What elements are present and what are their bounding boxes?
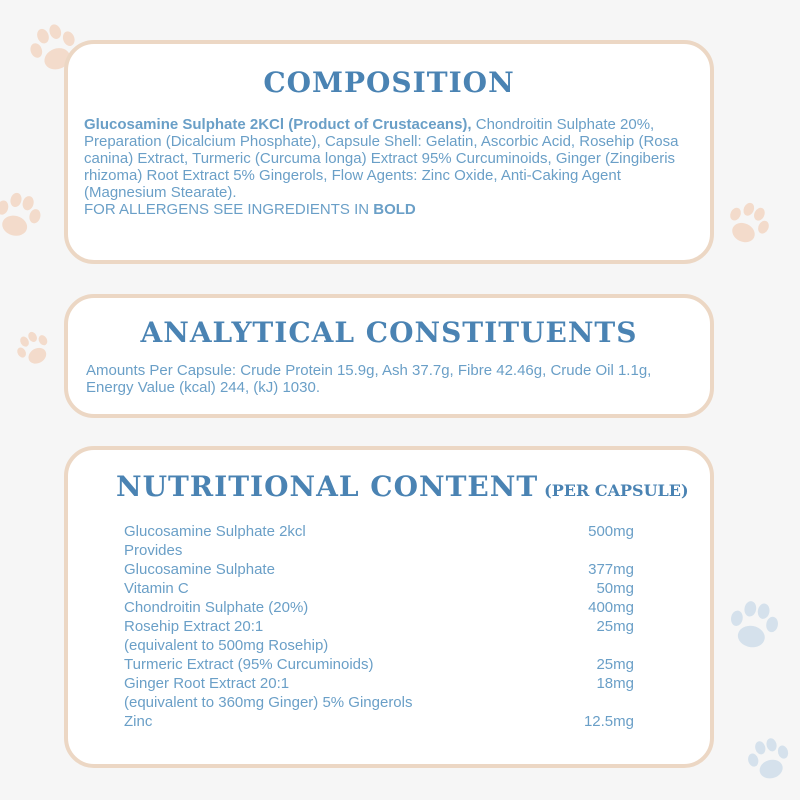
nutrition-row <box>124 693 634 712</box>
composition-text <box>84 116 696 218</box>
composition-bold-lead: Glucosamine Sulphate 2KCl (Product of Crustaceans), <box>84 116 472 133</box>
nutrition-row <box>124 674 634 693</box>
paw-print-icon <box>738 730 799 791</box>
nutrient-name: (equivalent to 360mg Ginger) 5% Gingerols <box>124 694 413 711</box>
paw-print-icon <box>714 192 780 258</box>
nutrient-name: Glucosamine Sulphate <box>124 561 275 578</box>
nutrient-amount: 500mg <box>588 523 634 540</box>
nutrient-amount: 25mg <box>596 656 634 673</box>
nutrient-name: (equivalent to 500mg Rosehip) <box>124 637 329 654</box>
nutritional-content-card <box>64 446 714 768</box>
nutrient-name: Chondroitin Sulphate (20%) <box>124 599 309 616</box>
nutrition-row <box>124 655 634 674</box>
nutrition-subtitle: (PER CAPSULE) <box>544 481 689 500</box>
nutrition-row <box>124 712 634 731</box>
paw-print-icon <box>0 184 50 250</box>
composition-card <box>64 40 714 264</box>
nutrition-row <box>124 541 634 560</box>
nutrition-title-row <box>116 470 689 503</box>
nutrition-row <box>124 598 634 617</box>
composition-title: COMPOSITION <box>263 66 515 99</box>
nutrition-row <box>124 522 634 541</box>
allergen-note: FOR ALLERGENS SEE INGREDIENTS IN <box>84 201 374 218</box>
nutrient-name: Glucosamine Sulphate 2kcl <box>124 523 306 540</box>
nutrient-name: Provides <box>124 542 183 559</box>
nutrition-row <box>124 636 634 655</box>
nutrition-row <box>124 579 634 598</box>
nutrition-row <box>124 617 634 636</box>
paw-print-icon <box>7 323 62 378</box>
allergen-note-bold: BOLD <box>373 201 416 218</box>
nutrient-name: Vitamin C <box>124 580 189 597</box>
analytical-constituents-card <box>64 294 714 418</box>
nutrition-list <box>124 522 634 731</box>
nutrient-amount: 18mg <box>596 675 634 692</box>
composition-ingredients: Chondroitin Sulphate 20%, Preparation (Dicalcium Phosphate), Capsule Shell: Gelatin, Ascorbic Acid, Rosehip (Rosa canina) Extract, Turmeric (Curcuma longa) Extract 95% Curcuminoids, Ginger (Zingiberis rhizoma) Root Extract 5% Gingerols, Flow Agents: Zinc Oxide, Anti-Caking Agent (Magnesium Stearate). <box>84 116 679 201</box>
nutrition-title: NUTRITIONAL CONTENT <box>116 470 539 503</box>
nutrient-amount: 400mg <box>588 599 634 616</box>
nutrient-name: Turmeric Extract (95% Curcuminoids) <box>124 656 374 673</box>
analytical-text: Amounts Per Capsule: Crude Protein 15.9g, Ash 37.7g, Fibre 42.46g, Crude Oil 1.1g, Energy Value (kcal) 244, (kJ) 1030. <box>86 362 652 396</box>
nutrient-name: Rosehip Extract 20:1 <box>124 618 264 635</box>
nutrient-amount: 50mg <box>596 580 634 597</box>
nutrient-name: Zinc <box>124 713 153 730</box>
nutrient-amount: 25mg <box>596 618 634 635</box>
nutrition-row <box>124 560 634 579</box>
nutrient-amount: 377mg <box>588 561 634 578</box>
paw-print-icon <box>719 593 786 660</box>
nutrient-amount: 12.5mg <box>583 713 634 730</box>
analytical-title: ANALYTICAL CONSTITUENTS <box>140 316 638 349</box>
nutrient-name: Ginger Root Extract 20:1 <box>124 675 290 692</box>
